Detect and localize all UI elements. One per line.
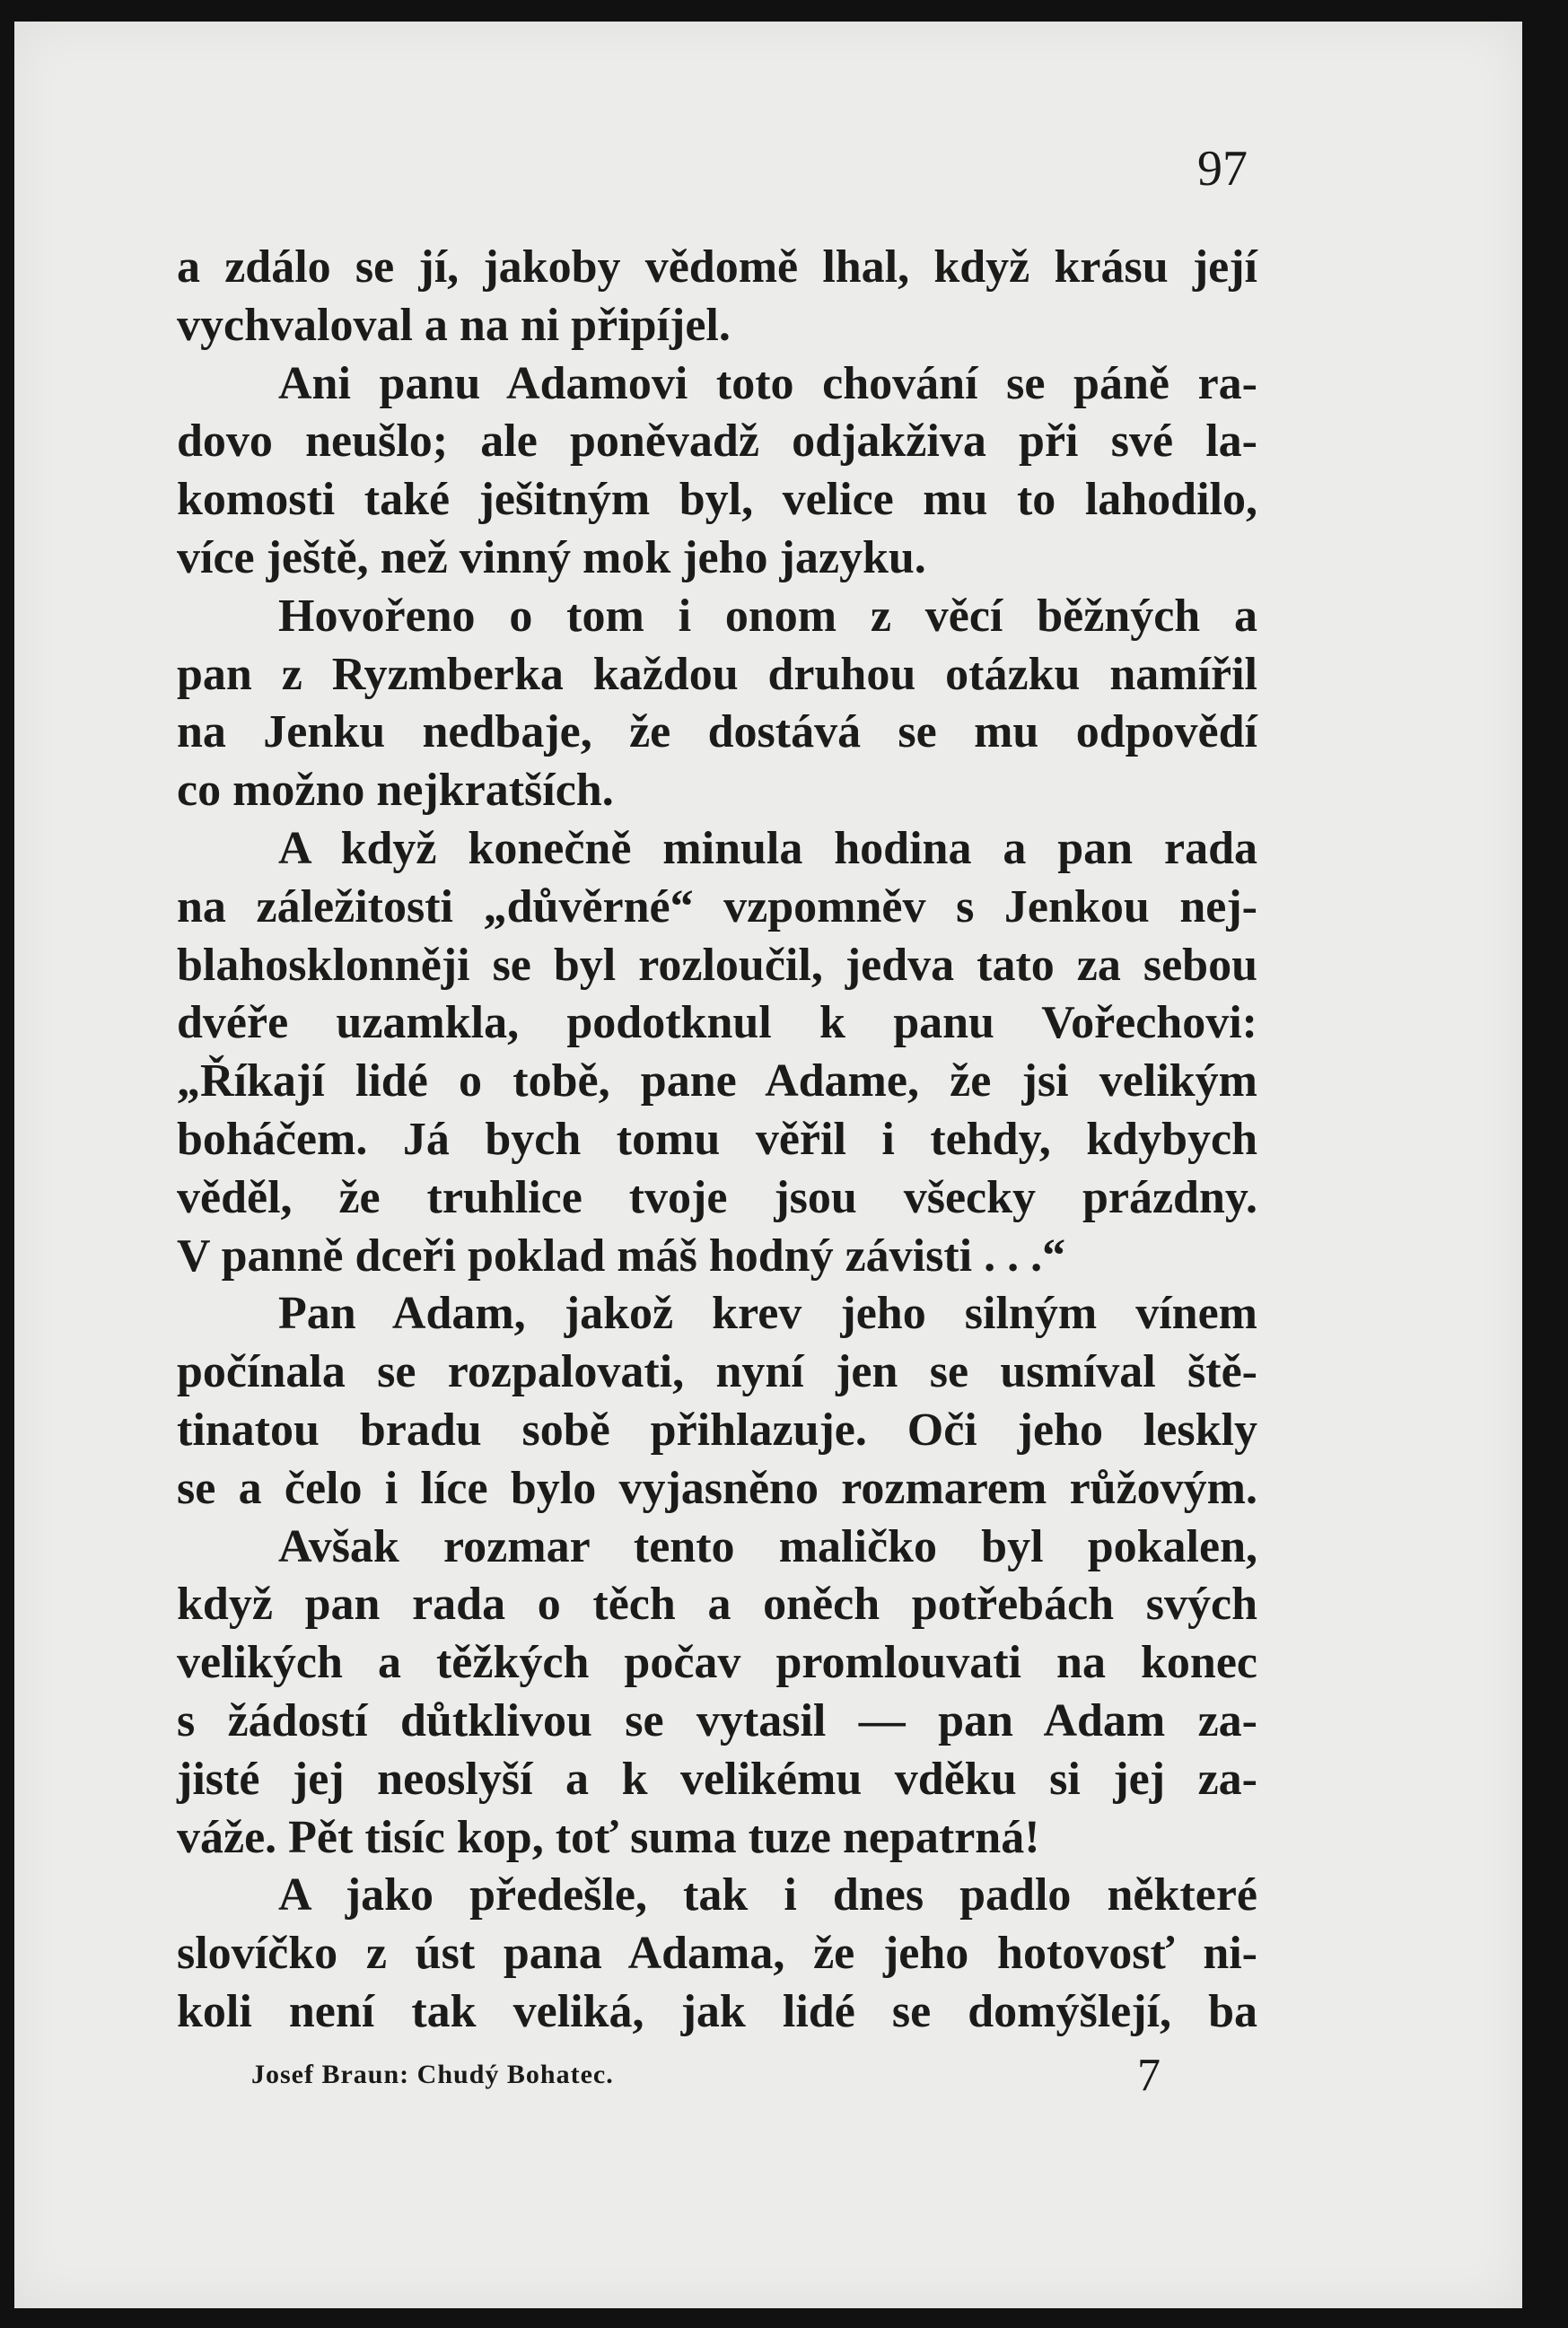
- text-line: komosti také ješitným byl, velice mu to lahodilo,: [177, 474, 1257, 526]
- text-line: na Jenku nedbaje, že dostává se mu odpovědí: [177, 706, 1257, 758]
- scan-edge: [1522, 0, 1568, 2328]
- text-line: Avšak rozmar tento maličko byl pokalen,: [278, 1520, 1257, 1572]
- text-line: věděl, že truhlice tvoje jsou všecky prázdny.: [177, 1171, 1257, 1223]
- text-line: když pan rada o těch a oněch potřebách svých: [177, 1579, 1257, 1631]
- text-line: jisté jej neoslyší a k velikému vděku si jej za-: [177, 1753, 1257, 1805]
- text-line: počínala se rozpalovati, nyní jen se usmíval ště-: [177, 1346, 1257, 1398]
- text-line: blahosklonněji se byl rozloučil, jedva tato za sebou: [177, 939, 1257, 991]
- text-line: a zdálo se jí, jakoby vědomě lhal, když krásu její: [177, 241, 1257, 293]
- text-line: A jako předešle, tak i dnes padlo některé: [278, 1869, 1257, 1921]
- text-line: se a čelo i líce bylo vyjasněno rozmarem růžovým.: [177, 1462, 1257, 1514]
- text-line: „Říkají lidé o tobě, pane Adame, že jsi velikým: [177, 1055, 1257, 1107]
- text-line: pan z Ryzmberka každou druhou otázku namířil: [177, 648, 1257, 700]
- text-line: koli není tak veliká, jak lidé se domýšlejí, ba: [177, 1985, 1257, 2037]
- text-line: V panně dceři poklad máš hodný závisti . . .“: [177, 1230, 1066, 1282]
- text-line: Pan Adam, jakož krev jeho silným vínem: [278, 1288, 1257, 1340]
- text-line: slovíčko z úst pana Adama, že jeho hotovosť ni-: [177, 1928, 1257, 1980]
- text-line: Hovořeno o tom i onom z věcí běžných a: [278, 590, 1257, 642]
- text-line: více ještě, než vinný mok jeho jazyku.: [177, 531, 926, 583]
- sheet-number: 7: [1137, 2050, 1161, 2101]
- text-line: na záležitosti „důvěrné“ vzpomněv s Jenkou nej-: [177, 880, 1257, 932]
- text-line: tinatou bradu sobě přihlazuje. Oči jeho leskly: [177, 1404, 1257, 1456]
- text-line: A když konečně minula hodina a pan rada: [278, 822, 1257, 874]
- text-line: velikých a těžkých počav promlouvati na konec: [177, 1637, 1257, 1689]
- text-line: vychvaloval a na ni připíjel.: [177, 299, 731, 351]
- footer-signature: Josef Braun: Chudý Bohatec.: [251, 2060, 614, 2089]
- text-line: s žádostí důtklivou se vytasil — pan Adam za-: [177, 1694, 1257, 1746]
- text-line: boháčem. Já bych tomu věřil i tehdy, kdybych: [177, 1113, 1257, 1165]
- text-line: Ani panu Adamovi toto chování se páně ra-: [278, 357, 1257, 409]
- body-text: [177, 239, 1257, 2042]
- text-line: váže. Pět tisíc kop, toť suma tuze nepatrná!: [177, 1811, 1040, 1863]
- text-line: dvéře uzamkla, podotknul k panu Vořechovi:: [177, 997, 1257, 1049]
- text-line: dovo neušlo; ale poněvadž odjakživa při své la-: [177, 416, 1257, 468]
- text-line: co možno nejkratších.: [177, 765, 614, 817]
- page-number: 97: [1197, 141, 1248, 197]
